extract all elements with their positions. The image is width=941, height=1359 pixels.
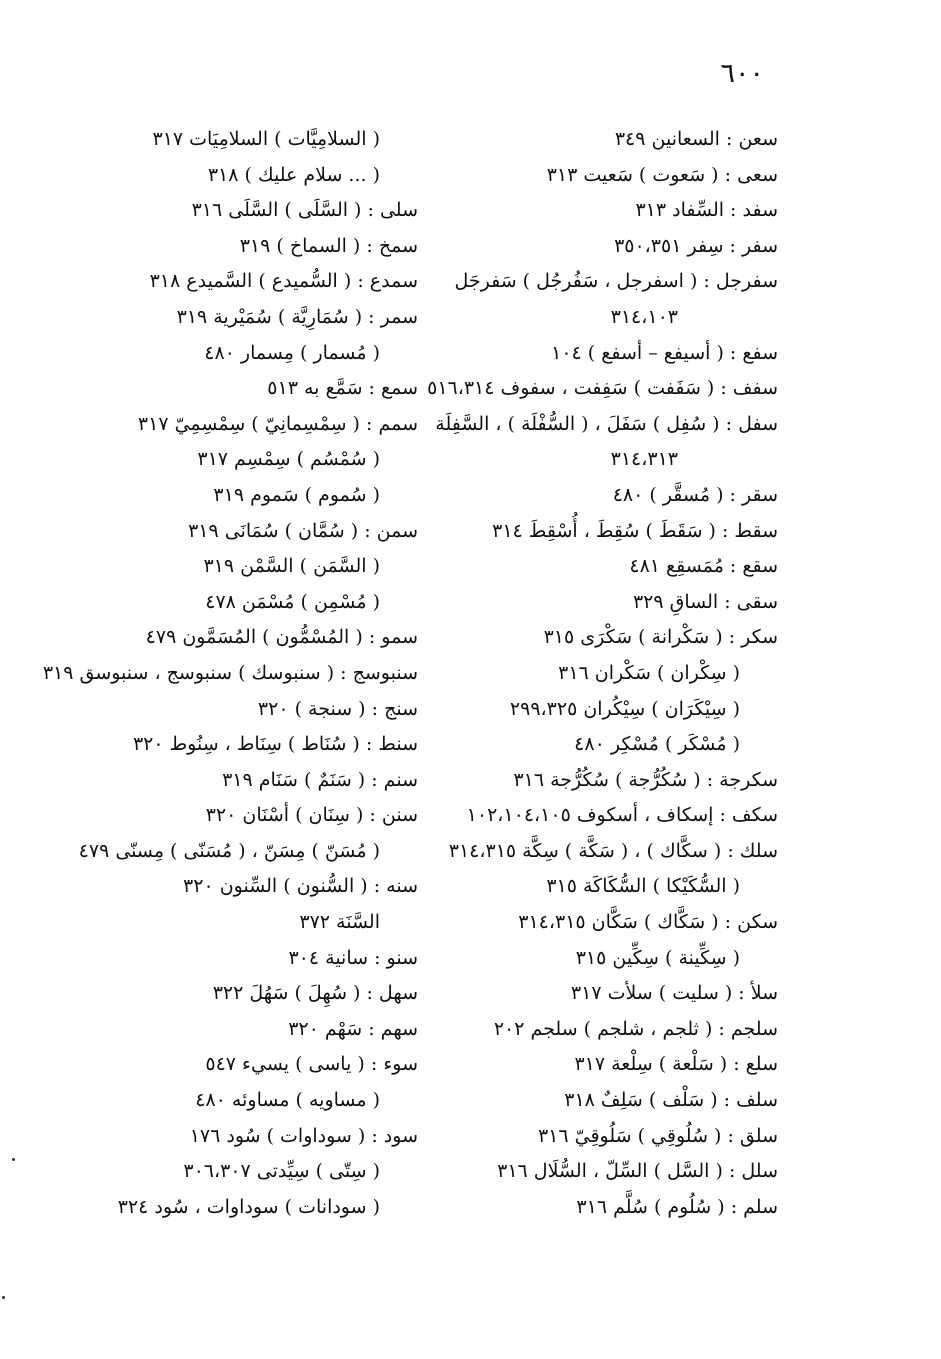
index-entry: سهم : سَهْم ٣٢٠ xyxy=(288,1017,418,1040)
index-entry: سنه : ( السُّنون ) السِّنون ٣٢٠ xyxy=(183,875,418,898)
index-entry: سمر : ( سُمَارِيَّة ) سُمَيْرية ٣١٩ xyxy=(176,305,418,328)
index-entry: سفف : ( سَفَفت ) سَفِفت ، سفوف ٥١٦،٣١٤ xyxy=(427,377,778,400)
index-entry: سكر : ( سَكْرانة ) سَكْرَى ٣١٥ xyxy=(543,626,778,649)
index-entry: سمم : ( سِمْسِمانِيّ ) سِمْسِمِيّ ٣١٧ xyxy=(137,412,418,435)
index-entry: سكرجة : ( سُكُرُّجة ) سُكُرُّجة ٣١٦ xyxy=(513,768,778,791)
index-entry: ( مُسمار ) مِسمار ٤٨٠ xyxy=(204,341,380,364)
index-entry: سفد : السِّفاد ٣١٣ xyxy=(635,199,778,222)
index-entry: سلك : ( سكَّاك ) ، ( سَكَّة ) سِكَّة ٣١٤،٣١٥ xyxy=(448,839,778,862)
index-entry: سهل : ( سُهِلَ ) سَهُلَ ٣٢٢ xyxy=(212,982,418,1005)
index-entry: سكف : إسكاف ، أسكوف ١٠٢،١٠٤،١٠٥ xyxy=(466,804,778,827)
index-entry: سوء : ( ياسى ) يسيء ٥٤٧ xyxy=(205,1053,418,1076)
index-entry: سقر : ( مُسقَّر ) ٤٨٠ xyxy=(612,483,778,506)
index-entry: سفرجل : ( اسفرجل ، سَفُرجُل ) سَفرجَل xyxy=(454,270,778,293)
index-entry: ( مُسْمِن ) مُسْمَن ٤٧٨ xyxy=(205,590,380,613)
index-entry: سنج : ( سنجة ) ٣٢٠ xyxy=(257,697,418,720)
index-entry: سعن : السعانين ٣٤٩ xyxy=(614,128,778,150)
index-entry: سلف : ( سَلْف ) سَلِفٌ ٣١٨ xyxy=(564,1089,778,1112)
index-entry: سنبوسج : ( سنبوسك ) سنبوسج ، سنبوسق ٣١٩ xyxy=(42,661,418,684)
index-entry: سلأ : ( سليت ) سلأت ٣١٧ xyxy=(570,982,778,1005)
index-entry: سمو : ( المُسْمُّون ) المُسَمَّون ٤٧٩ xyxy=(145,626,418,649)
index-entry: ( سودانات ) سوداوات ، سُود ٣٢٤ xyxy=(117,1195,380,1218)
index-entry: سلى : ( السَّلَى ) السَّلَى ٣١٦ xyxy=(191,199,418,222)
index-entry: سمدع : ( السُّميدع ) السَّميدع ٣١٨ xyxy=(149,270,418,293)
index-entry: ( السُّكَيْكا ) السُّكَاكَة ٣١٥ xyxy=(546,875,740,898)
index-entry: سنن : ( سِنَان ) أسْنَان ٣٢٠ xyxy=(205,804,418,827)
index-entry: سفل : ( سُفِل ) سَفَلَ ، ( السُّفْلَة ) ، السَّفِلَة xyxy=(435,412,778,435)
index-entry: سلم : ( سُلُوم ) سُلَّم ٣١٦ xyxy=(576,1195,778,1218)
index-entry: سمخ : ( السماخ ) ٣١٩ xyxy=(239,234,418,257)
index-entry: سقى : الساقِ ٣٢٩ xyxy=(632,590,778,613)
left-column xyxy=(42,122,418,1225)
index-entry: ( سِتّى ) سِيِّدتى ٣٠٦،٣٠٧ xyxy=(183,1160,380,1183)
index-entry: ( ... سلام عليك ) ٣١٨ xyxy=(207,163,380,186)
index-entry: سلل : ( السَّل ) السِّلّ ، السُّلَال ٣١٦ xyxy=(497,1160,778,1183)
index-entry: ( سِيْكَرَان ) سِيْكُران ٢٩٩،٣٢٥ xyxy=(509,697,740,720)
index-entry: ٣١٤،٣١٣ xyxy=(610,448,678,471)
index-entry: سمع : سَمَّع به ٥١٣ xyxy=(267,377,418,400)
index-entry: ٣١٤،١٠٣ xyxy=(610,305,678,328)
index-entry: سقع : مُمَسقِع ٤٨١ xyxy=(629,555,778,578)
index-entry: سفر : سِفر ٣٥٠،٣٥١ xyxy=(614,234,778,257)
scan-speck xyxy=(12,1158,15,1161)
index-entry: سود : ( سوداوات ) سُود ١٧٦ xyxy=(189,1124,418,1147)
index-entry: سكن : ( سَكَّاك ) سَكَّان ٣١٤،٣١٥ xyxy=(518,911,778,934)
index-entry: سلع : ( سَلْعة ) سِلْعة ٣١٧ xyxy=(574,1053,778,1076)
index-entry: سنو : سانية ٣٠٤ xyxy=(288,946,418,969)
index-entry: ( السَّمَن ) السَّمْن ٣١٩ xyxy=(203,555,380,578)
index-entry: سنم : ( سَنَمٌ ) سَنَام ٣١٩ xyxy=(222,768,418,791)
index-entry: ( سِكْران ) سَكْران ٣١٦ xyxy=(558,661,740,684)
index-entry: ( سُمْسُم ) سِمْسِم ٣١٧ xyxy=(197,448,380,471)
page-number: ٦٠٠ xyxy=(720,58,764,89)
index-entry: ( مُسَنّ ) مِسَنّ ، ( مُسَنّى ) مِسنّى ٤٧٩ xyxy=(78,839,380,862)
index-entry: ( سُموم ) سَموم ٣١٩ xyxy=(213,483,380,506)
index-entry: ( مُسْكَر ) مُسْكِر ٤٨٠ xyxy=(574,733,740,756)
scan-speck xyxy=(2,1296,5,1299)
index-entry: سقط : ( سَقَطَ ) سُقِطَ ، أُسْقِطَ ٣١٤ xyxy=(492,519,778,542)
index-entry: ( مساويه ) مساوئه ٤٨٠ xyxy=(195,1089,380,1112)
right-column xyxy=(427,122,778,1225)
index-entry: سنط : ( سُنَاط ) سِنَاط ، سِنُوط ٣٢٠ xyxy=(132,733,418,756)
index-entry: ( سِكِّينة ) سِكِّين ٣١٥ xyxy=(575,946,740,969)
index-entry: سمن : ( سُمَّان ) سُمَانَى ٣١٩ xyxy=(188,519,418,542)
index-entry: سفع : ( أسيفع – أسفع ) ١٠٤ xyxy=(551,341,778,364)
index-entry: سلجم : ( ثلجم ، شلجم ) سلجم ٢٠٢ xyxy=(493,1017,778,1040)
index-entry: سلق : ( سُلُوقِي ) سَلُوقِيّ ٣١٦ xyxy=(537,1124,778,1147)
index-entry: السَّنَة ٣٧٢ xyxy=(299,911,380,934)
index-entry: ( السلامِيَّات ) السلامِيَات ٣١٧ xyxy=(152,128,380,150)
index-entry: سعى : ( سَعوت ) سَعيت ٣١٣ xyxy=(546,163,778,186)
